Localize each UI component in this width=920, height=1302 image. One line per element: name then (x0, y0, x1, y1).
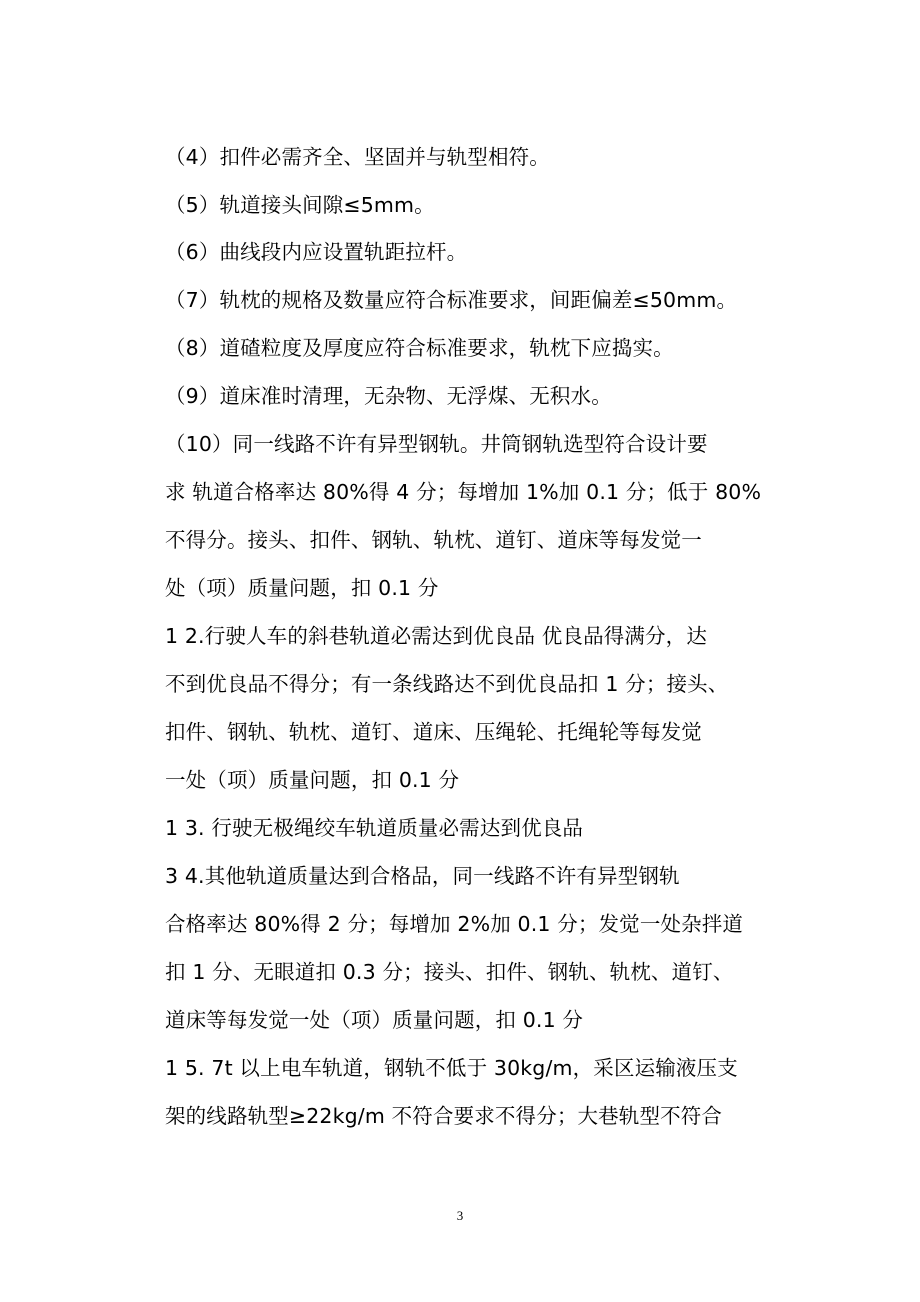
text-line-1: （4）扣件必需齐全、坚固并与轨型相符。 (165, 145, 550, 169)
page-number: 3 (456, 1208, 464, 1223)
text-line-10: 处（项）质量问题，扣 0.1 分 (165, 576, 439, 600)
text-line-11: 1 2.行驶人车的斜巷轨道必需达到优良品 优良品得满分，达 (165, 624, 707, 648)
text-line-19: 道床等每发觉一处（项）质量问题，扣 0.1 分 (165, 1008, 584, 1032)
text-line-21: 架的线路轨型≥22kg/m 不符合要求不得分；大巷轨型不符合 (165, 1104, 723, 1128)
text-line-14: 一处（项）质量问题，扣 0.1 分 (165, 768, 460, 792)
text-line-16: 3 4.其他轨道质量达到合格品，同一线路不许有异型钢轨 (165, 864, 680, 888)
text-line-2: （5）轨道接头间隙≤5mm。 (165, 193, 435, 217)
text-line-3: （6）曲线段内应设置轨距拉杆。 (165, 240, 468, 264)
text-line-9: 不得分。接头、扣件、钢轨、轨枕、道钉、道床等每发觉一 (165, 528, 702, 552)
text-line-7: （10）同一线路不许有异型钢轨。井筒钢轨选型符合设计要 (165, 432, 708, 456)
text-line-8: 求 轨道合格率达 80%得 4 分；每增加 1%加 0.1 分；低于 80% (165, 480, 762, 504)
text-line-18: 扣 1 分、无眼道扣 0.3 分；接头、扣件、钢轨、轨枕、道钉、 (165, 960, 734, 984)
text-line-13: 扣件、钢轨、轨枕、道钉、道床、压绳轮、托绳轮等每发觉 (165, 720, 702, 744)
text-line-15: 1 3. 行驶无极绳绞车轨道质量必需达到优良品 (165, 816, 584, 840)
text-line-17: 合格率达 80%得 2 分；每增加 2%加 0.1 分；发觉一处杂拌道 (165, 912, 744, 936)
text-line-12: 不到优良品不得分；有一条线路达不到优良品扣 1 分；接头、 (165, 672, 729, 696)
text-line-5: （8）道碴粒度及厚度应符合标准要求，轨枕下应捣实。 (165, 336, 674, 360)
text-line-6: （9）道床准时清理，无杂物、无浮煤、无积水。 (165, 384, 612, 408)
text-line-4: （7）轨枕的规格及数量应符合标准要求，间距偏差≤50mm。 (165, 288, 738, 312)
text-line-20: 1 5. 7t 以上电车轨道，钢轨不低于 30kg/m，采区运输液压支 (165, 1056, 738, 1080)
